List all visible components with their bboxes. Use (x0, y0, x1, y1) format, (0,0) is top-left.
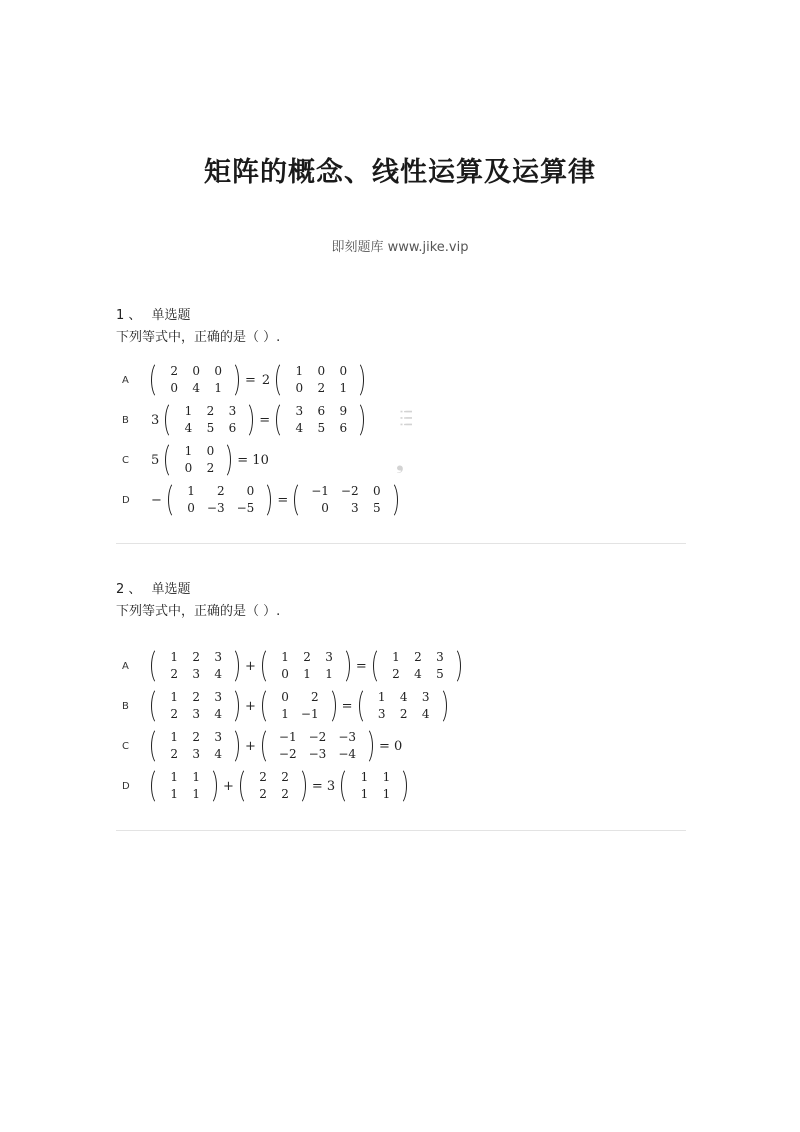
question-number: 1 、 (116, 308, 142, 323)
question-stem: 下列等式中，正确的是（ ）. (116, 330, 281, 345)
matrix-cell: 2 (303, 650, 311, 664)
matrix-grid (366, 687, 440, 725)
matrix-cell: 1 (170, 650, 178, 664)
matrix-cell: 0 (170, 381, 178, 395)
matrix-grid (158, 361, 232, 399)
expression-operator: = 3 (311, 778, 336, 794)
matrix-cell: 5 (372, 501, 381, 515)
expression-operator: 5 (151, 452, 160, 468)
matrix-cell: 3 (192, 707, 200, 721)
matrix-cell: 2 (414, 650, 422, 664)
matrix-cell: −2 (278, 747, 297, 761)
left-paren (340, 767, 348, 805)
right-paren (343, 647, 351, 685)
expression-operator: = (341, 698, 353, 714)
matrix-cell: 2 (281, 787, 289, 801)
matrix-grid (269, 647, 343, 685)
question-header (116, 579, 686, 601)
matrix-cell: 3 (295, 404, 304, 418)
matrix-cell: 1 (281, 650, 289, 664)
expression-operator: 2 (261, 372, 271, 388)
matrix-cell: 2 (399, 707, 408, 721)
matrix-grid (380, 647, 454, 685)
matrix-cell: 3 (436, 650, 444, 664)
right-paren (264, 481, 272, 519)
matrix-cell: 2 (170, 707, 178, 721)
matrix-grid (301, 481, 390, 519)
matrix-cell: 3 (214, 650, 222, 664)
source-line: 即刻题库 www.jike.vip (331, 240, 469, 255)
expression-operator: = 0 (379, 738, 403, 754)
matrix-cell: −1 (311, 484, 329, 498)
matrix (275, 401, 365, 439)
matrix (150, 361, 240, 399)
expression-operator: 3 (151, 412, 160, 428)
question-header (116, 305, 686, 327)
matrix-cell: 3 (214, 690, 222, 704)
left-paren (150, 361, 158, 399)
matrix (340, 767, 408, 805)
matrix (261, 687, 337, 725)
expression-operator: + (245, 658, 256, 674)
matrix-cell: 1 (192, 770, 200, 784)
option-letter: D (122, 780, 130, 792)
matrix-cell: 1 (303, 667, 311, 681)
option-b[interactable] (116, 687, 450, 725)
right-paren (232, 361, 240, 399)
matrix-cell: 1 (184, 444, 193, 458)
matrix-cell: 2 (206, 404, 215, 418)
matrix-cell: 3 (377, 707, 386, 721)
question-2 (116, 579, 686, 801)
matrix-cell: 1 (170, 730, 178, 744)
left-paren (358, 687, 366, 725)
matrix-expression (148, 647, 464, 685)
page-title: 矩阵的概念、线性运算及运算律 (204, 157, 596, 188)
matrix-cell: 2 (259, 770, 267, 784)
right-paren (299, 767, 307, 805)
matrix (150, 647, 240, 685)
matrix-grid (283, 401, 357, 439)
matrix-cell: 4 (214, 747, 222, 761)
matrix-cell: 1 (187, 484, 195, 498)
matrix-cell: 1 (170, 770, 178, 784)
matrix-cell: 1 (281, 707, 289, 721)
right-paren (454, 647, 462, 685)
matrix-cell: 2 (206, 461, 215, 475)
expression-operator: + (223, 778, 234, 794)
left-paren (239, 767, 247, 805)
matrix-cell: 2 (392, 667, 400, 681)
right-paren (232, 727, 240, 765)
expression-operator: + (245, 698, 256, 714)
option-d[interactable] (116, 481, 401, 519)
matrix-cell: 2 (259, 787, 267, 801)
matrix-cell: 3 (325, 650, 333, 664)
question-stem: 下列等式中，正确的是（ ）. (116, 604, 281, 619)
matrix (164, 441, 232, 479)
matrix-cell: 1 (184, 404, 193, 418)
matrix-cell: 2 (216, 484, 225, 498)
matrix-cell: 3 (192, 747, 200, 761)
left-paren (150, 647, 158, 685)
matrix-cell: 1 (360, 787, 369, 801)
matrix-cell: 1 (382, 787, 391, 801)
matrix-cell: −3 (308, 747, 327, 761)
matrix-cell: 4 (421, 707, 430, 721)
matrix-cell: 4 (295, 421, 304, 435)
expression-operator: = (245, 372, 256, 388)
option-a[interactable] (116, 361, 367, 399)
matrix-cell: 4 (399, 690, 408, 704)
matrix-cell: −4 (338, 747, 357, 761)
matrix-cell: 1 (170, 690, 178, 704)
right-paren (400, 767, 408, 805)
matrix-cell: 1 (170, 787, 178, 801)
matrix-cell: 1 (295, 364, 304, 378)
matrix-cell: −2 (308, 730, 327, 744)
matrix-grid (283, 361, 357, 399)
matrix-cell: −3 (338, 730, 357, 744)
matrix-cell: 2 (192, 650, 200, 664)
matrix-cell: 3 (421, 690, 430, 704)
option-letter: D (122, 494, 130, 506)
matrix-cell: 1 (339, 381, 348, 395)
divider (116, 543, 686, 544)
left-paren (164, 401, 172, 439)
matrix-cell: 0 (317, 364, 326, 378)
option-c[interactable] (116, 727, 405, 765)
matrix (358, 687, 448, 725)
left-paren (261, 727, 269, 765)
question-type: 单选题 (151, 582, 191, 597)
matrix-cell: 2 (170, 667, 178, 681)
matrix-grid (269, 727, 366, 765)
matrix-cell: 2 (281, 770, 289, 784)
matrix-cell: 4 (214, 707, 222, 721)
expression-operator: = (277, 492, 289, 508)
option-letter: A (122, 660, 129, 672)
right-paren (232, 647, 240, 685)
matrix (167, 481, 272, 519)
matrix-cell: 2 (310, 690, 319, 704)
matrix-cell: 5 (317, 421, 326, 435)
question-type: 单选题 (151, 308, 191, 323)
matrix-expression (148, 361, 367, 399)
matrix-expression (148, 767, 410, 805)
right-paren (440, 687, 448, 725)
matrix-expression (148, 687, 450, 725)
matrix-cell: 0 (246, 484, 255, 498)
matrix-grid (158, 727, 232, 765)
expression-operator: − (151, 492, 162, 508)
matrix-cell: 4 (192, 381, 200, 395)
matrix-cell: −2 (340, 484, 359, 498)
option-c[interactable] (116, 441, 272, 479)
matrix-cell: 2 (170, 364, 178, 378)
matrix-cell: 3 (228, 404, 237, 418)
option-b[interactable] (116, 401, 367, 439)
left-paren (164, 441, 172, 479)
matrix-cell: 0 (214, 364, 222, 378)
expression-operator: = (355, 658, 367, 674)
option-letter: B (122, 414, 129, 426)
matrix-cell: 0 (281, 667, 289, 681)
matrix-cell: −5 (236, 501, 255, 515)
option-letter: C (122, 454, 129, 466)
option-a[interactable] (116, 647, 464, 685)
matrix-cell: 0 (187, 501, 195, 515)
matrix-cell: 9 (339, 404, 348, 418)
matrix-cell: 4 (414, 667, 422, 681)
matrix-expression (148, 481, 401, 519)
matrix (150, 687, 240, 725)
matrix (293, 481, 398, 519)
right-paren (391, 481, 399, 519)
matrix-cell: 2 (170, 747, 178, 761)
matrix-cell: 2 (192, 690, 200, 704)
matrix-cell: 0 (295, 381, 304, 395)
matrix-cell: 0 (206, 444, 215, 458)
question-number: 2 、 (116, 582, 142, 597)
matrix (164, 401, 254, 439)
matrix-grid (175, 481, 264, 519)
matrix-cell: 1 (392, 650, 400, 664)
matrix-cell: 0 (321, 501, 329, 515)
matrix (261, 727, 374, 765)
matrix-grid (158, 687, 232, 725)
matrix-cell: 6 (339, 421, 348, 435)
right-paren (366, 727, 374, 765)
matrix-cell: 1 (360, 770, 369, 784)
left-paren (372, 647, 380, 685)
matrix-expression (148, 441, 272, 479)
matrix-cell: 0 (184, 461, 193, 475)
matrix-grid (172, 401, 246, 439)
watermark-line: ❟ (396, 450, 404, 474)
matrix-cell: 2 (317, 381, 326, 395)
matrix-cell: −1 (278, 730, 297, 744)
expression-operator: + (245, 738, 256, 754)
matrix (150, 767, 218, 805)
left-paren (275, 361, 283, 399)
matrix-cell: −1 (300, 707, 319, 721)
matrix-cell: 0 (339, 364, 348, 378)
watermark-line: !!! (396, 408, 416, 428)
matrix-expression (148, 727, 405, 765)
matrix-cell: 6 (228, 421, 237, 435)
matrix-cell: 3 (350, 501, 359, 515)
right-paren (357, 401, 365, 439)
matrix-cell: 2 (192, 730, 200, 744)
matrix-cell: 4 (184, 421, 193, 435)
expression-operator: = (259, 412, 271, 428)
left-paren (275, 401, 283, 439)
matrix-cell: 1 (382, 770, 391, 784)
matrix-cell: 4 (214, 667, 222, 681)
expression-operator: = 10 (237, 452, 269, 468)
option-letter: B (122, 700, 129, 712)
question-1 (116, 305, 686, 515)
matrix (150, 727, 240, 765)
right-paren (232, 687, 240, 725)
matrix-cell: 0 (281, 690, 289, 704)
right-paren (224, 441, 232, 479)
watermark-mark (396, 404, 415, 476)
left-paren (150, 687, 158, 725)
matrix-cell: 3 (214, 730, 222, 744)
matrix-cell: 1 (325, 667, 333, 681)
right-paren (246, 401, 254, 439)
divider (116, 830, 686, 831)
option-d[interactable] (116, 767, 410, 805)
right-paren (357, 361, 365, 399)
left-paren (293, 481, 301, 519)
matrix (275, 361, 365, 399)
matrix-cell: 1 (192, 787, 200, 801)
matrix-cell: 5 (436, 667, 444, 681)
matrix-cell: 1 (377, 690, 386, 704)
matrix-cell: 1 (214, 381, 222, 395)
matrix-cell: −3 (206, 501, 225, 515)
left-paren (150, 767, 158, 805)
left-paren (150, 727, 158, 765)
matrix-cell: 3 (192, 667, 200, 681)
matrix-cell: 0 (192, 364, 200, 378)
matrix-cell: 6 (317, 404, 326, 418)
matrix-cell: 0 (372, 484, 381, 498)
right-paren (329, 687, 337, 725)
left-paren (261, 647, 269, 685)
left-paren (261, 687, 269, 725)
option-letter: A (122, 374, 129, 386)
matrix-cell: 5 (206, 421, 215, 435)
matrix (239, 767, 307, 805)
matrix-grid (158, 647, 232, 685)
right-paren (210, 767, 218, 805)
option-letter: C (122, 740, 129, 752)
matrix (372, 647, 462, 685)
left-paren (167, 481, 175, 519)
matrix (261, 647, 351, 685)
matrix-expression (148, 401, 367, 439)
